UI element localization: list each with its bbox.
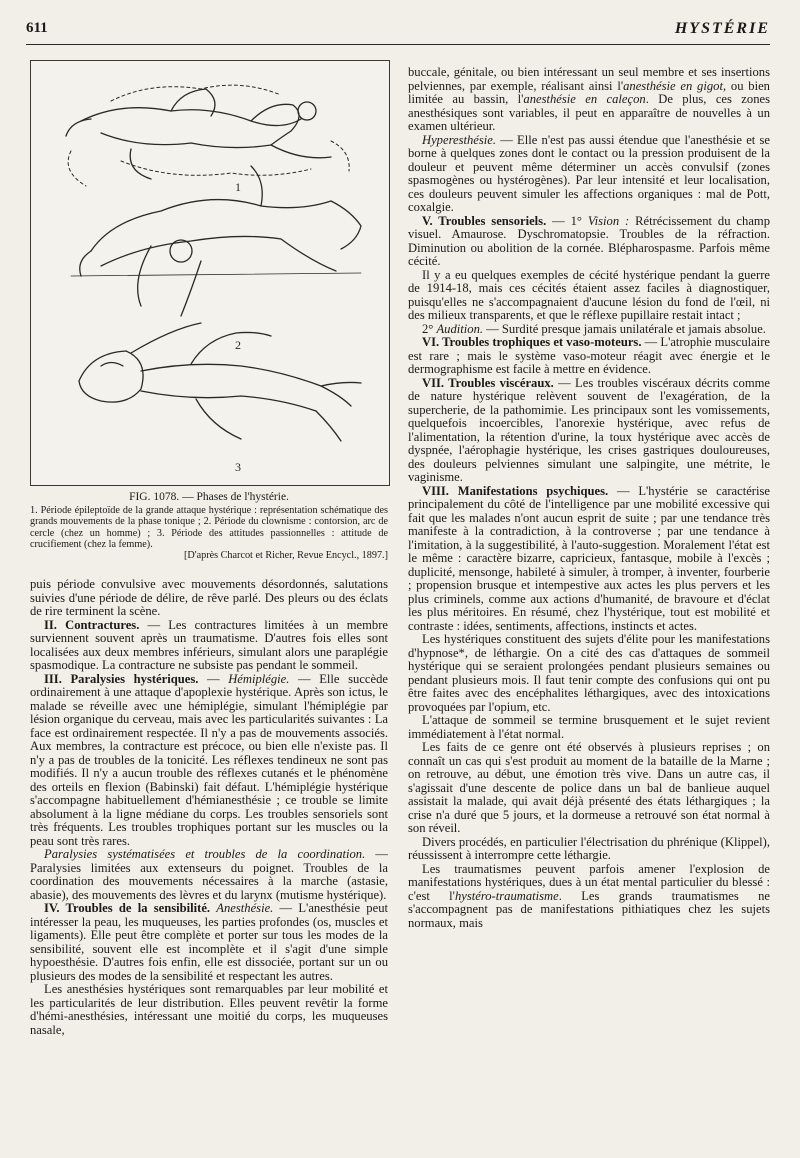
figure-label-3: 3 — [235, 460, 241, 474]
section-heading: II. Contractures. — [44, 617, 140, 632]
page-header — [26, 20, 770, 44]
paragraph: Les anesthésies hystériques sont remarquables par leur mobilité et les particularités de leur distribution. Elles peuvent revêtir la forme d'hémi-anesthésies, intéressant une moitié du corps, les muqueuses nasale, — [30, 982, 388, 1037]
paragraph: buccale, génitale, ou bien intéressant un seul membre et ses insertions pelviennes, par exemple, réalisant ainsi l'anesthésie en gigot, ou bien limitée au bassin, l'anesthésie en caleçon. De plus, ces zones anesthésiques sont variables, il peut en apparaître de nouvelles à un examen ultérieur. — [408, 65, 770, 133]
section-heading: VIII. Manifestations psychiques. — [422, 483, 609, 498]
right-column — [408, 66, 770, 930]
figure-illustration — [31, 61, 389, 485]
paragraph: puis période convulsive avec mouvements désordonnés, salutations suivies d'une période de délire, de rêve parlé. Des pleurs ou des éclats de rire terminent la scène. — [30, 577, 388, 618]
paragraph-visceraux: VII. Troubles viscéraux. — Les troubles viscéraux décrits comme de nature hystérique relèvent souvent de l'exagération, de la supercherie, de la pathomimie. Les principaux sont les vomissements, quelquefois incoercibles, l'anorexie hystérique, avec refus de l'alimentation, la rétention d'urine, la toux hystérique avec accès de dyspnée, l'aérophagie hystérique, les crises gastriques douloureuses, des douleurs pelviennes simulant une salpingite, une métrite, le vaginisme. — [408, 375, 770, 484]
paragraph: Divers procédés, en particulier l'électrisation du phrénique (Klippel), réussissent à interrompre cette léthargie. — [408, 834, 770, 862]
section-heading: VI. Troubles trophiques et vaso-moteurs. — [422, 335, 642, 349]
figure-hysteria-phases — [30, 60, 390, 486]
caption-title: FIG. 1078. — Phases de l'hystérie. — [129, 491, 289, 503]
section-heading: VII. Troubles viscéraux. — [422, 375, 554, 390]
paragraph: Les traumatismes peuvent parfois amener l'explosion de manifestations hystériques, dues à un état mental particulier du blessé : c'est l'hystéro-traumatisme. Les grands traumatismes ne s'accompagnent pas de manifestations pithiatiques chez les sujets normaux, mais — [408, 861, 770, 930]
section-heading: IV. Troubles de la sensibilité. — [44, 901, 211, 915]
section-heading: III. Paralysies hystériques. — [44, 671, 199, 686]
caption-text: 1. Période épileptoïde de la grande attaque hystérique : représentation schématique des grands mouvements de la phase tonique ; 2. Période du clownisme : contorsion, arc de cercle (chez un homme) ; 3. Période des attitudes passionnelles : attitude de crucifiement (chez la femme). — [30, 505, 388, 550]
figure-label-2: 2 — [235, 338, 241, 352]
paragraph: Les faits de ce genre ont été observés à plusieurs reprises ; on connaît un cas qui s'est produit au moment de la bataille de la Marne ; on retrouve, au début, une émotion très vive. Dans un autre cas, il s'agissait d'une descente de police dans un bal de banlieue auquel assistait la malade, qui avait déjà présenté des états léthargiques ; la crise n'a duré que 5 jours, et la dormeuse a retrouvé son état normal à son réveil. — [408, 740, 770, 835]
section-heading: V. Troubles sensoriels. — [422, 213, 547, 228]
left-column-text — [30, 578, 388, 1037]
figure-1-drawing — [66, 85, 349, 186]
paragraph: Les hystériques constituent des sujets d'élite pour les manifestations d'hypnose*, de léthargie. On a cité des cas d'attaques de sommeil hystérique qui se seraient prolongées pendant plusieurs semaines ou pendant plusieurs mois. Il faut tenir compte des confusions qui ont pu être faites avec des encéphalites léthargiques, avec des intoxications provoquées par l'opium, etc. — [408, 632, 770, 714]
paragraph-trophiques: VI. Troubles trophiques et vaso-moteurs. — L'atrophie musculaire est rare ; mais le système vaso-moteur réagit avec énergie et le dermographisme est facile à mettre en évidence. — [408, 335, 770, 376]
page-number: 611 — [26, 20, 48, 36]
figure-3-drawing — [79, 323, 361, 441]
figure-label-1: 1 — [235, 180, 241, 194]
paragraph: Il y a eu quelques exemples de cécité hystérique pendant la guerre de 1914-18, mais ces cécités étaient assez faciles à diagnostiquer, puisqu'elles ne s'accompagnaient d'aucune lésion du fond de l'œil, ni des milieux transparents, et que le réflexe pupillaire restait intact ; — [408, 267, 770, 322]
running-title: HYSTÉRIE — [674, 20, 770, 37]
figure-caption — [30, 492, 388, 561]
paragraph-hyperesthesie: Hyperesthésie. — Elle n'est pas aussi étendue que l'anesthésie et se borne à quelques zones dont le contact ou la pression produisent de la douleur et peuvent même déterminer un accès convulsif (zones spasmogènes ou hystérogènes). Par leur intensité et leur localisation, ces douleurs peuvent simuler les affections organiques : mal de Pott, coxalgie. — [408, 132, 770, 214]
paragraph-audition: 2° Audition. — Surdité presque jamais unilatérale et jamais absolue. — [422, 321, 766, 336]
paragraph-paralysies-systematisees: Paralysies systématisées et troubles de la coordination. — Paralysies limitées aux extenseurs du poignet. Troubles de la coordination des mouvements nécessaires à la marche (astasie, abasie), des mouvements des lèvres et du larynx (mutisme hystérique). — [30, 847, 388, 902]
figure-2-drawing — [71, 166, 361, 316]
paragraph-sensibilite: IV. Troubles de la sensibilité. Anesthésie. — L'anesthésie peut intéresser la peau, les muqueuses, les parties profondes (os, muscles et ligaments). Elle peut être complète et porter sur tous les modes de la sensibilité, souvent elle est incomplète et il s'agit d'une simple hypoesthésie. D'autres fois enfin, elle est dissociée, portant sur un ou plusieurs des modes de la sensibilité et respectant les autres. — [30, 901, 388, 983]
caption-source: [D'après Charcot et Richer, Revue Encycl., 1897.] — [184, 550, 388, 562]
paragraph-paralysies: III. Paralysies hystériques. — Hémiplégie. — Elle succède ordinairement à une attaque d'apoplexie hystérique. Après son ictus, le malade se réveille avec une hémiplégie, simulant l'hémiplégie par lésion organique du cerveau, mais avec les particularités suivantes : La face est ordinairement respectée. Il n'y a pas de mouvements associés. Aux membres, la contracture est précoce, ou bien elle n'existe pas. Il n'y a pas de troubles de la tonicité. Les réflexes tendineux ne sont pas modifiés. Il n'y a aucun trouble des réflexes cutanés et le phénomène des orteils en flexion (Babinski) fait défaut. L'hémiplégie hystérique s'accompagne habituellement d'hémianesthésie ; ce trouble se limite absolument à la ligne médiane du corps. Les troubles sensoriels sont très fréquents. Les troubles trophiques portant sur les muscles ou la peau sont très rares. — [30, 671, 388, 848]
paragraph: L'attaque de sommeil se termine brusquement et le sujet revient immédiatement à l'état normal. — [408, 713, 770, 741]
paragraph-contractures: II. Contractures. — Les contractures limitées à un membre surviennent souvent après un traumatisme. D'autres fois elles sont localisées aux deux membres inférieurs, simulant alors une paraplégie spasmodique. La contracture ne subsiste pas pendant le sommeil. — [30, 617, 388, 672]
paragraph-psychiques: VIII. Manifestations psychiques. — L'hystérie se caractérise principalement du côté de l'intelligence par une mobilité excessive qui fait que les malades n'ont aucun esprit de suite ; par une tendance très manifeste à la contradiction, à la controverse ; par une tendance à l'imitation, à la suggestibilité, à l'auto-suggestion. Moralement l'état est le même : caractère bizarre, capricieux, fantasque, mobile à l'excès ; duplicité, mensonge, habileté à simuler, à tromper, à inventer, fourberie ; propension brusque et intempestive aux actes les plus pervers et les plus criminels, comme aux actions d'humanité, de bravoure et d'éclat les plus méritoires. En résumé, chez l'hystérique, tout est mobilité et contraste : idées, sentiments, affections, instincts et actes. — [408, 483, 770, 633]
header-rule — [26, 44, 770, 45]
paragraph-troubles-sensoriels: V. Troubles sensoriels. — 1° Vision : Rétrécissement du champ visuel. Amaurose. Dyschromatopsie. Troubles de la réfraction. Diminution ou abolition de la cornée. Blépharospasme. Parfois même cécité. — [408, 213, 770, 268]
